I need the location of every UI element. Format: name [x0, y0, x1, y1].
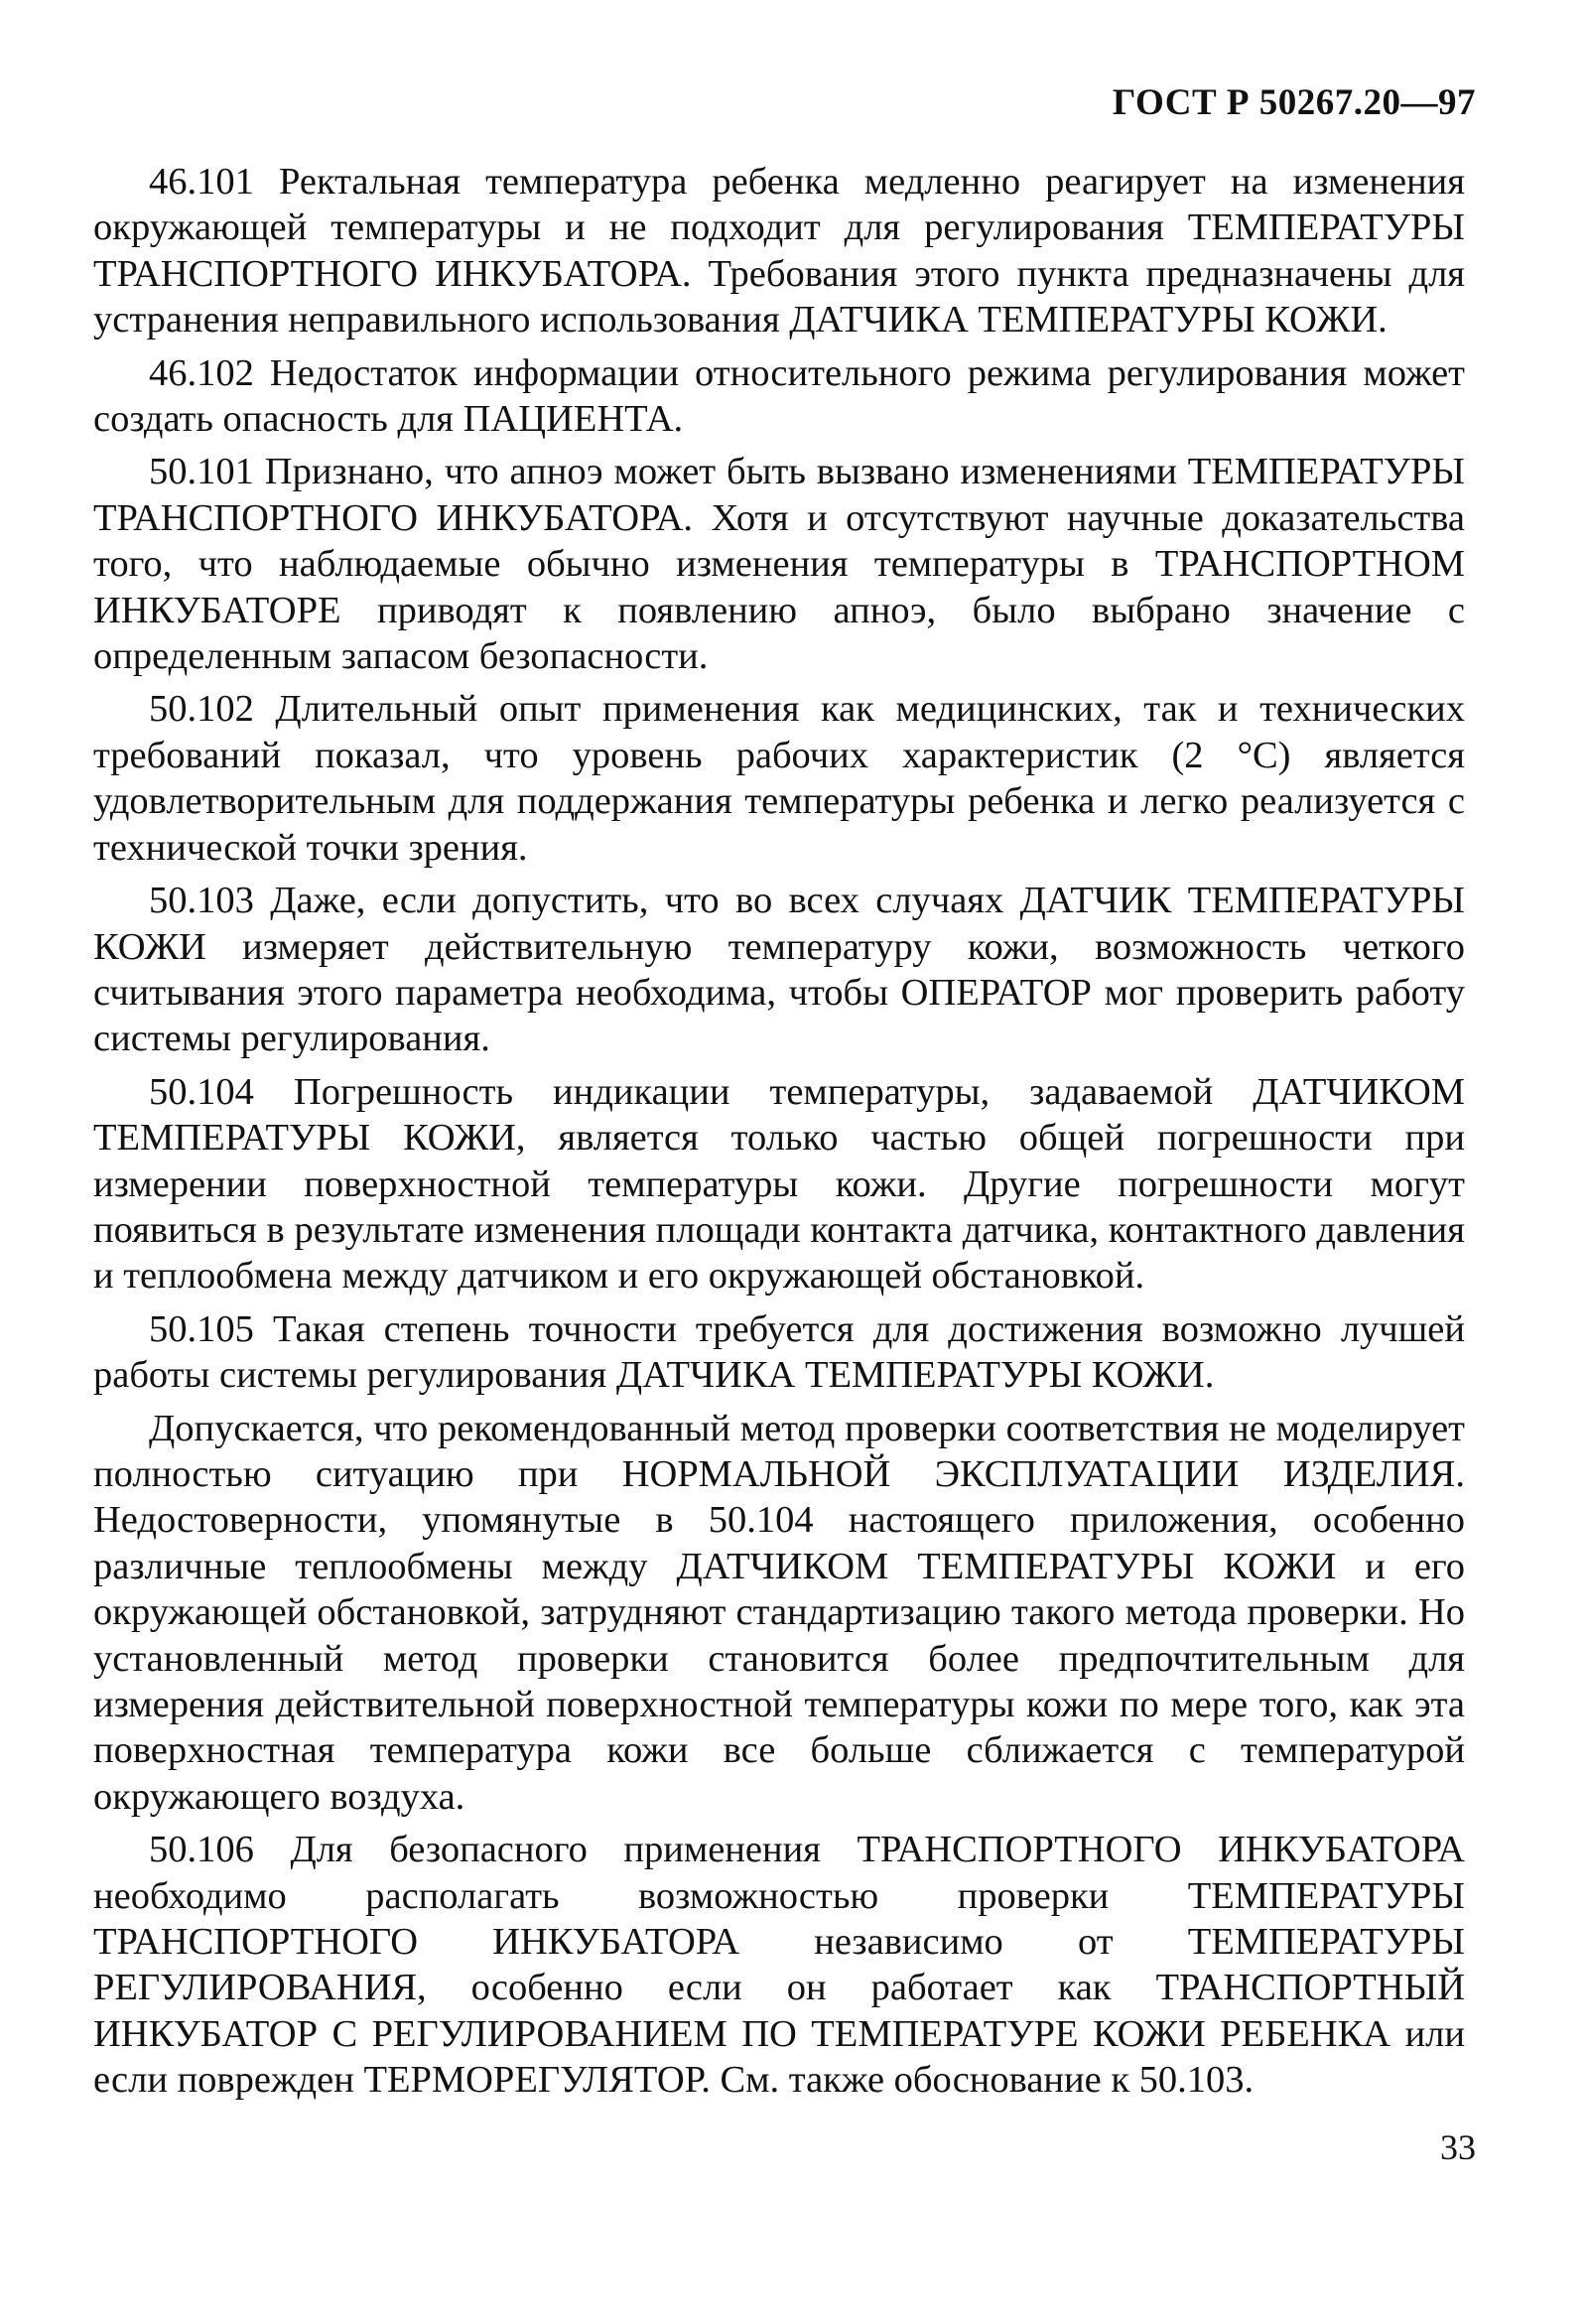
paragraph-50-103: 50.103 Даже, если допустить, что во всех случаях ДАТЧИК ТЕМПЕРАТУРЫ КОЖИ измеряет действительную температуру кожи, возможность четкого считывания этого параметра необходима, чтобы ОПЕРАТОР мог проверить работу системы регулирования. — [93, 880, 1465, 1060]
paragraph-46-101: 46.101 Ректальная температура ребенка медленно реагирует на изменения окружающей температуры и не подходит для регулирования ТЕМПЕРАТУРЫ ТРАНСПОРТНОГО ИНКУБАТОРА. Требования этого пункта предназначены для устранения неправильного использования ДАТЧИКА ТЕМПЕРАТУРЫ КОЖИ. — [93, 161, 1465, 342]
paragraph-50-101: 50.101 Признано, что апноэ может быть вызвано изменениями ТЕМПЕРАТУРЫ ТРАНСПОРТНОГО ИНКУБАТОРА. Хотя и отсутствуют научные доказательства того, что наблюдаемые обычно изменения температуры в ТРАНСПОРТНОМ ИНКУБАТОРЕ приводят к появлению апноэ, было выбрано значение с определенным запасом безопасности. — [93, 451, 1465, 678]
paragraph-50-102: 50.102 Длительный опыт применения как медицинских, так и технических требований показал, что уровень рабочих характеристик (2 °С) является удовлетворительным для поддержания температуры ребенка и легко реализуется с технической точки зрения. — [93, 688, 1465, 869]
paragraph-50-104: 50.104 Погрешность индикации температуры, задаваемой ДАТЧИКОМ ТЕМПЕРАТУРЫ КОЖИ, является только частью общей погрешности при измерении поверхностной температуры кожи. Другие погрешности могут появиться в результате изменения площади контакта датчика, контактного давления и теплообмена между датчиком и его окружающей обстановкой. — [93, 1070, 1465, 1298]
document-body — [93, 159, 1465, 2111]
paragraph-verification-method: Допускается, что рекомендованный метод проверки соответствия не моделирует полностью ситуацию при НОРМАЛЬНОЙ ЭКСПЛУАТАЦИИ ИЗДЕЛИЯ. Недостоверности, упомянутые в 50.104 настоящего приложения, особенно различные теплообмены между ДАТЧИКОМ ТЕМПЕРАТУРЫ КОЖИ и его окружающей обстановкой, затрудняют стандартизацию такого метода проверки. Но установленный метод проверки становится более предпочтительным для измерения действительной поверхностной температуры кожи по мере того, как эта поверхностная температура кожи все больше сближается с температурой окружающего воздуха. — [93, 1407, 1465, 1818]
page-number: 33 — [1440, 2127, 1476, 2167]
paragraph-50-105: 50.105 Такая степень точности требуется для достижения возможно лучшей работы системы регулирования ДАТЧИКА ТЕМПЕРАТУРЫ КОЖИ. — [93, 1307, 1465, 1397]
paragraph-50-106: 50.106 Для безопасного применения ТРАНСПОРТНОГО ИНКУБАТОРА необходимо располагать возможностью проверки ТЕМПЕРАТУРЫ ТРАНСПОРТНОГО ИНКУБАТОРА независимо от ТЕМПЕРАТУРЫ РЕГУЛИРОВАНИЯ, особенно если он работает как ТРАНСПОРТНЫЙ ИНКУБАТОР С РЕГУЛИРОВАНИЕМ ПО ТЕМПЕРАТУРЕ КОЖИ РЕБЕНКА или если поврежден ТЕРМОРЕГУЛЯТОР. См. также обоснование к 50.103. — [93, 1829, 1465, 2102]
paragraph-46-102: 46.102 Недостаток информации относительного режима регулирования может создать опасность для ПАЦИЕНТА. — [93, 351, 1465, 441]
standard-designation-header: ГОСТ Р 50267.20—97 — [1112, 82, 1476, 123]
